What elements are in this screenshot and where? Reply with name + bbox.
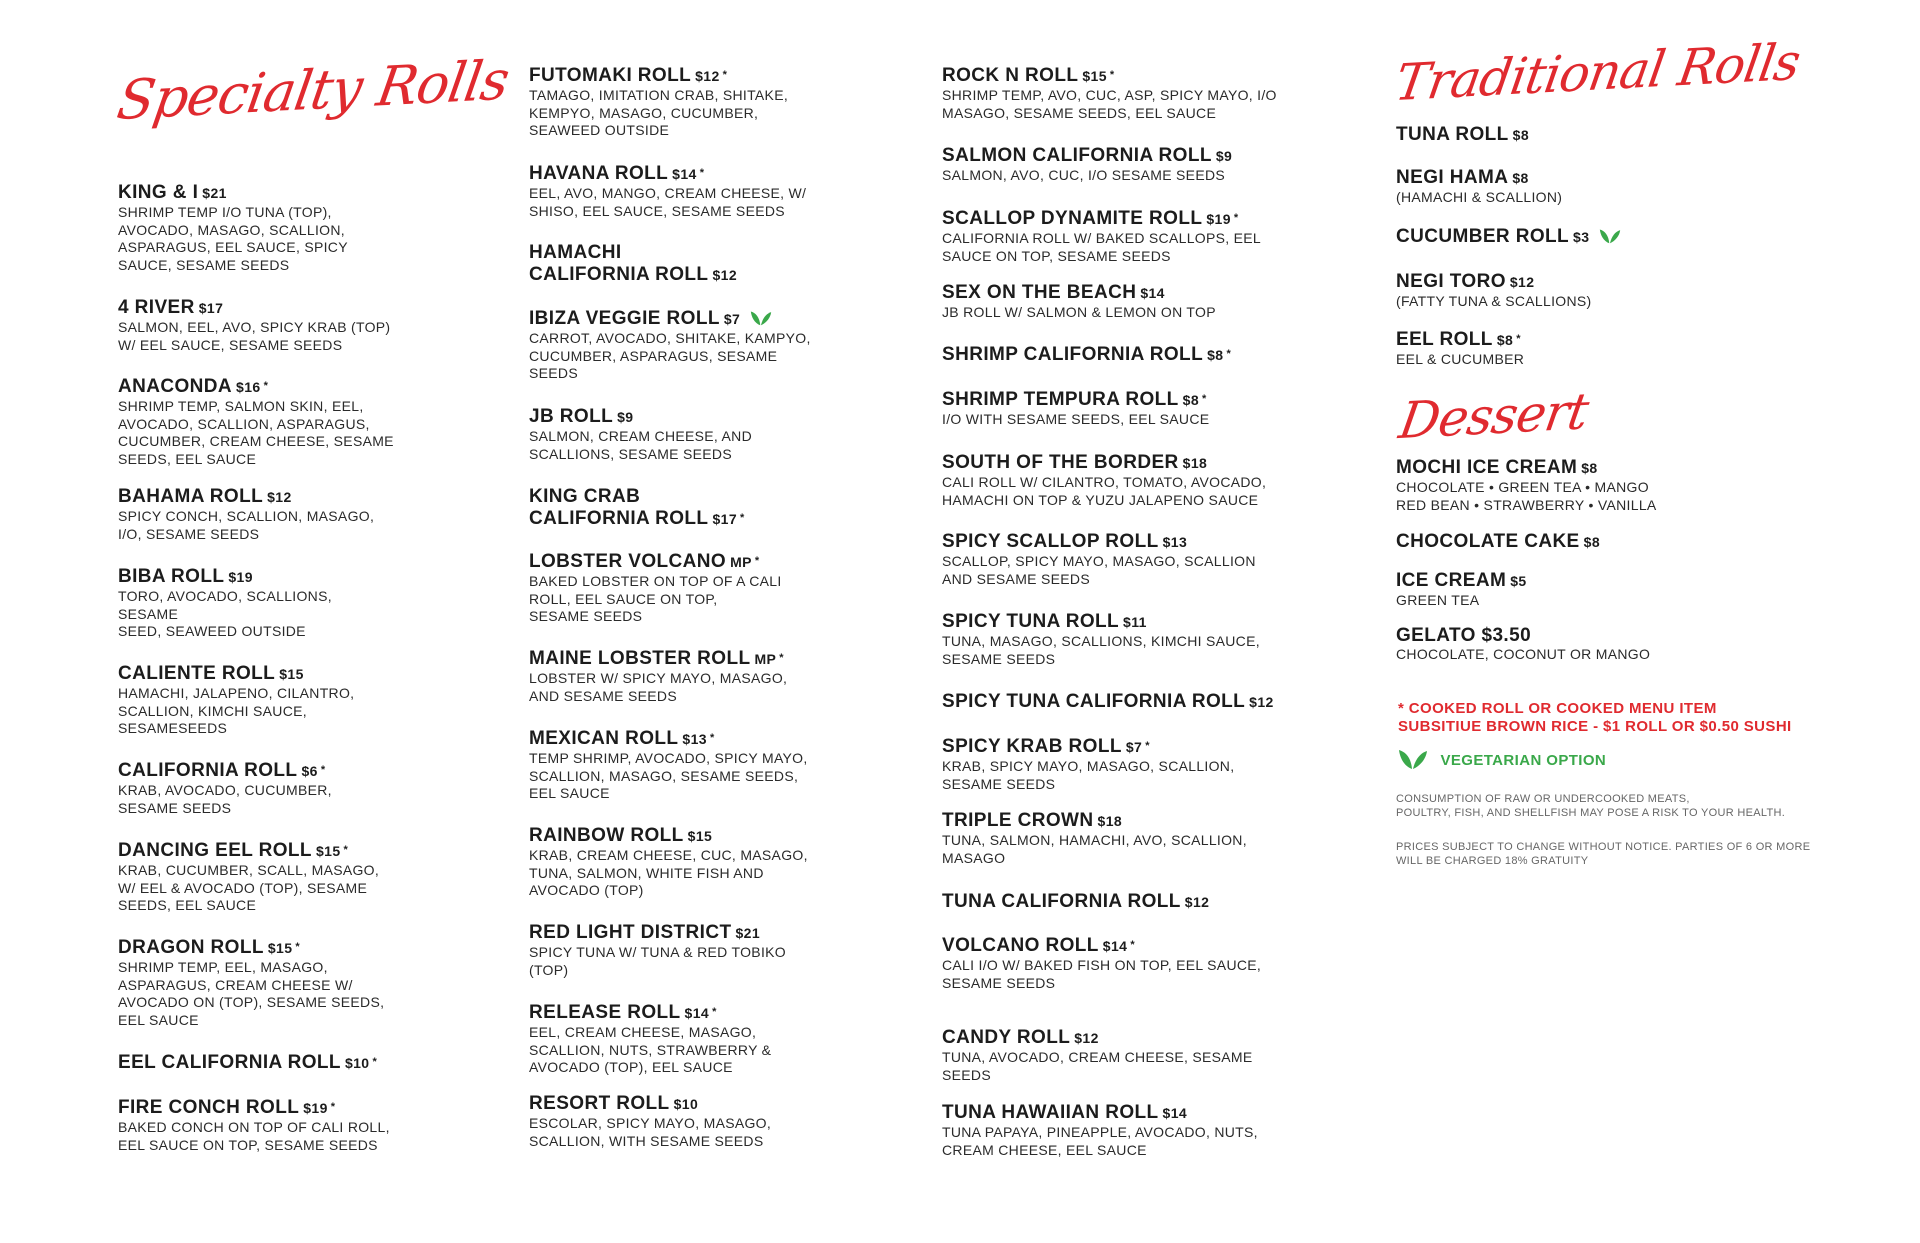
menu-item-name-row — [529, 728, 889, 750]
vegetarian-legend — [1398, 748, 1606, 770]
menu-item-name-row — [529, 825, 889, 847]
menu-item-name: TUNA CALIFORNIA ROLL — [942, 891, 1181, 912]
menu-item-price: $13 — [682, 731, 707, 747]
menu-item-name-row — [529, 922, 889, 944]
menu-item-name: FUTOMAKI ROLL — [529, 65, 692, 86]
menu-item-name-row — [1396, 531, 1756, 553]
menu-item-description: TUNA PAPAYA, PINEAPPLE, AVOCADO, NUTS, CREAM CHEESE, EEL SAUCE — [942, 1124, 1258, 1158]
menu-item-description: TUNA, MASAGO, SCALLIONS, KIMCHI SAUCE, SESAME SEEDS — [942, 633, 1260, 667]
menu-item-price: $8 — [1207, 347, 1224, 363]
menu-item-name-row — [942, 452, 1302, 474]
menu-item-name: HAMACHI — [529, 242, 622, 263]
menu-item-description: SCALLOP, SPICY MAYO, MASAGO, SCALLION AND SESAME SEEDS — [942, 553, 1256, 587]
menu-item-price: $12 — [1249, 694, 1274, 710]
prices-disclaimer: PRICES SUBJECT TO CHANGE WITHOUT NOTICE. PARTIES OF 6 OR MORE WILL BE CHARGED 18% GRATUITY — [1396, 841, 1811, 867]
menu-item-price: $18 — [1182, 455, 1208, 471]
menu-item-price: $14 — [1162, 1105, 1188, 1121]
menu-item-name-row — [942, 935, 1302, 957]
menu-item-price: $12 — [1509, 274, 1535, 290]
menu-item-description: CARROT, AVOCADO, SHITAKE, KAMPYO, CUCUMBER, ASPARAGUS, SESAME SEEDS — [529, 330, 811, 381]
menu-item-name-row — [118, 937, 478, 959]
menu-item-name: KING & I — [118, 182, 199, 203]
menu-item-price: $15 — [315, 843, 341, 859]
menu-item-name-row — [942, 691, 1302, 713]
menu-item-name-row — [942, 1102, 1302, 1124]
menu-item-description: SHRIMP TEMP I/O TUNA (TOP), AVOCADO, MASAGO, SCALLION, ASPARAGUS, EEL SAUCE, SPICY SAUCE, SESAME SEEDS — [118, 204, 348, 273]
menu-item — [942, 145, 1302, 185]
menu-item — [942, 208, 1302, 265]
menu-item-name: TUNA ROLL — [1396, 124, 1509, 145]
menu-item-name: LOBSTER VOLCANO — [529, 551, 727, 572]
menu-item-description: KRAB, AVOCADO, CUCUMBER, SESAME SEEDS — [118, 782, 332, 816]
menu-item-name-row — [1396, 625, 1756, 646]
menu-item-name: VOLCANO ROLL — [942, 935, 1099, 956]
cooked-marker: * — [1145, 740, 1150, 752]
menu-item — [529, 825, 889, 900]
menu-item-name: CHOCOLATE CAKE — [1396, 531, 1580, 552]
menu-item-price: MP — [730, 554, 752, 570]
menu-item-price: $10 — [344, 1055, 370, 1071]
menu-item — [529, 1002, 889, 1077]
menu-item-name: ICE CREAM — [1396, 570, 1507, 591]
menu-item-name-row — [529, 551, 889, 573]
menu-item-name-row — [942, 531, 1302, 553]
menu-item — [942, 389, 1302, 429]
menu-item — [118, 566, 478, 641]
menu-item-name-row — [118, 1052, 478, 1074]
menu-item-name-row — [529, 648, 889, 670]
menu-item — [529, 163, 889, 220]
menu-item-name: GELATO $3.50 — [1396, 625, 1532, 646]
menu-item-description: BAKED CONCH ON TOP OF CALI ROLL, EEL SAUCE ON TOP, SESAME SEEDS — [118, 1119, 390, 1153]
menu-item-price: $19 — [1206, 211, 1231, 227]
menu-item — [1396, 167, 1756, 207]
leaf-icon — [1398, 748, 1428, 770]
menu-item-description: CALIFORNIA ROLL W/ BAKED SCALLOPS, EEL SAUCE ON TOP, SESAME SEEDS — [942, 230, 1261, 264]
menu-item — [118, 840, 478, 915]
cooked-item-note: * COOKED ROLL OR COOKED MENU ITEM SUBSITIUE BROWN RICE - $1 ROLL OR $0.50 SUSHI — [1398, 700, 1792, 735]
menu-item-description: HAMACHI, JALAPENO, CILANTRO, SCALLION, KIMCHI SAUCE, SESAMESEEDS — [118, 685, 355, 736]
menu-item-name-row — [1396, 271, 1756, 293]
menu-item-name-row — [118, 182, 478, 204]
menu-item — [118, 1097, 478, 1154]
menu-item — [529, 65, 889, 140]
menu-item — [1396, 329, 1756, 369]
menu-item-name: MOCHI ICE CREAM — [1396, 457, 1578, 478]
menu-item — [942, 1102, 1302, 1159]
menu-item-description: (HAMACHI & SCALLION) — [1396, 189, 1563, 205]
menu-item-name: SHRIMP TEMPURA ROLL — [942, 389, 1179, 410]
menu-item-name-row — [529, 264, 889, 286]
menu-item — [529, 406, 889, 463]
menu-item-description: SALMON, EEL, AVO, SPICY KRAB (TOP) W/ EEL SAUCE, SESAME SEEDS — [118, 319, 391, 353]
menu-item-price: $18 — [1097, 813, 1123, 829]
menu-item-description: CALI I/O W/ BAKED FISH ON TOP, EEL SAUCE, SESAME SEEDS — [942, 957, 1262, 991]
menu-item-price: $8 — [1182, 392, 1200, 408]
menu-item — [118, 937, 478, 1029]
menu-item-name: JB ROLL — [529, 406, 614, 427]
menu-item — [529, 242, 889, 286]
menu-item — [118, 376, 478, 468]
menu-item-name-row — [1396, 329, 1756, 351]
menu-item-name-row — [942, 145, 1302, 167]
dessert-title: Dessert — [1395, 381, 1592, 451]
menu-item-price: $5 — [1510, 573, 1527, 589]
menu-item-name: FIRE CONCH ROLL — [118, 1097, 300, 1118]
leaf-icon — [1599, 228, 1621, 244]
menu-item — [118, 1052, 478, 1074]
menu-item-name: DRAGON ROLL — [118, 937, 264, 958]
menu-item-price: $10 — [673, 1096, 699, 1112]
menu-item-description: LOBSTER W/ SPICY MAYO, MASAGO, AND SESAME SEEDS — [529, 670, 788, 704]
menu-item-name: RELEASE ROLL — [529, 1002, 681, 1023]
menu-item-name-row — [942, 611, 1302, 633]
menu-item-name-row — [529, 163, 889, 185]
menu-item-name: SHRIMP CALIFORNIA ROLL — [942, 344, 1204, 365]
menu-item-price: $12 — [695, 68, 720, 84]
menu-item-name: SALMON CALIFORNIA ROLL — [942, 145, 1212, 166]
menu-item-price: $9 — [1215, 148, 1233, 164]
menu-item — [529, 486, 889, 530]
menu-item-name-row — [118, 486, 478, 508]
cooked-marker: * — [1109, 69, 1115, 81]
menu-item — [1396, 625, 1756, 664]
menu-item-description: SPICY CONCH, SCALLION, MASAGO, I/O, SESAME SEEDS — [118, 508, 375, 542]
menu-item-price: $12 — [712, 267, 738, 283]
menu-item-description: ESCOLAR, SPICY MAYO, MASAGO, SCALLION, WITH SESAME SEEDS — [529, 1115, 772, 1149]
menu-item-name-row — [118, 566, 478, 588]
menu-item — [1396, 570, 1756, 610]
menu-item-description: SALMON, CREAM CHEESE, AND SCALLIONS, SESAME SEEDS — [529, 428, 752, 462]
menu-item-name-row — [529, 1093, 889, 1115]
menu-item — [118, 663, 478, 738]
menu-item-description: GREEN TEA — [1396, 592, 1480, 608]
vegetarian-label: VEGETARIAN OPTION — [1440, 752, 1607, 769]
menu-item-name: ROCK N ROLL — [942, 65, 1079, 86]
menu-item-name-row — [942, 736, 1302, 758]
menu-item-price: $19 — [303, 1100, 328, 1116]
menu-item-name-row — [529, 242, 889, 263]
menu-item — [942, 935, 1302, 992]
menu-item — [942, 810, 1302, 867]
menu-item-price: $12 — [1074, 1030, 1099, 1046]
menu-item-description: EEL, AVO, MANGO, CREAM CHEESE, W/ SHISO, EEL SAUCE, SESAME SEEDS — [529, 185, 807, 219]
menu-item-name-row — [529, 486, 889, 507]
menu-item-name: BAHAMA ROLL — [118, 486, 264, 507]
cooked-marker: * — [1516, 333, 1521, 345]
menu-item-name: SPICY TUNA CALIFORNIA ROLL — [942, 691, 1246, 712]
menu-item-name-row — [529, 508, 889, 530]
menu-item — [118, 297, 478, 354]
menu-item-description: KRAB, SPICY MAYO, MASAGO, SCALLION, SESAME SEEDS — [942, 758, 1235, 792]
menu-item-name-row — [942, 389, 1302, 411]
menu-item-price: $14 — [672, 166, 697, 182]
menu-item-description: SALMON, AVO, CUC, I/O SESAME SEEDS — [942, 167, 1226, 183]
menu-item — [1396, 531, 1756, 553]
menu-item-price: $8 — [1512, 127, 1530, 143]
menu-item — [529, 922, 889, 979]
menu-item-name: KING CRAB — [529, 486, 641, 507]
menu-item — [1396, 226, 1756, 248]
menu-item-price: $14 — [1140, 285, 1165, 301]
menu-item-name: EEL ROLL — [1396, 329, 1493, 350]
menu-item — [942, 344, 1302, 366]
menu-item-description: CHOCOLATE • GREEN TEA • MANGO RED BEAN • STRAWBERRY • VANILLA — [1396, 479, 1657, 513]
menu-item — [118, 760, 478, 817]
menu-item-name: CUCUMBER ROLL — [1396, 226, 1570, 247]
menu-item-price: $15 — [1082, 68, 1107, 84]
menu-item-price: $7 — [1125, 739, 1143, 755]
menu-item-name: 4 RIVER — [118, 297, 195, 318]
menu-item-price: $21 — [202, 185, 227, 201]
menu-item-description: TUNA, AVOCADO, CREAM CHEESE, SESAME SEEDS — [942, 1049, 1253, 1083]
menu-item — [529, 1093, 889, 1150]
menu-item-name-row — [118, 1097, 478, 1119]
menu-item-description: TEMP SHRIMP, AVOCADO, SPICY MAYO, SCALLION, MASAGO, SESAME SEEDS, EEL SAUCE — [529, 750, 808, 801]
menu-item-price: $16 — [236, 379, 261, 395]
menu-item — [1396, 457, 1756, 514]
menu-item-price: $8 — [1512, 170, 1529, 186]
menu-item-description: CALI ROLL W/ CILANTRO, TOMATO, AVOCADO, HAMACHI ON TOP & YUZU JALAPENO SAUCE — [942, 474, 1267, 508]
menu-item-price: $14 — [684, 1005, 710, 1021]
menu-item-name: CALIFORNIA ROLL — [529, 508, 709, 529]
menu-item-name: CALIFORNIA ROLL — [118, 760, 298, 781]
menu-item-name: SOUTH OF THE BORDER — [942, 452, 1179, 473]
cooked-marker: * — [722, 69, 728, 81]
menu-item-name-row — [118, 840, 478, 862]
menu-item-name: IBIZA VEGGIE ROLL — [529, 308, 720, 329]
menu-item — [529, 648, 889, 705]
cooked-marker: * — [740, 512, 745, 524]
menu-item-name: TRIPLE CROWN — [942, 810, 1094, 831]
menu-item-name-row — [118, 663, 478, 685]
menu-item — [529, 308, 889, 383]
traditional-rolls-title: Traditional Rolls — [1391, 32, 1804, 113]
menu-item-description: EEL, CREAM CHEESE, MASAGO, SCALLION, NUTS, STRAWBERRY & AVOCADO (TOP), EEL SAUCE — [529, 1024, 772, 1075]
menu-item-name-row — [118, 760, 478, 782]
menu-item — [942, 1027, 1302, 1084]
menu-item-name: NEGI TORO — [1396, 271, 1506, 292]
menu-item-name: CALIENTE ROLL — [118, 663, 276, 684]
menu-item-price: $6 — [301, 763, 318, 779]
menu-item-name-row — [942, 891, 1302, 913]
cooked-marker: * — [1202, 393, 1207, 405]
menu-item — [118, 486, 478, 543]
cooked-marker: * — [754, 555, 760, 567]
menu-item-name: MAINE LOBSTER ROLL — [529, 648, 751, 669]
menu-item-name: SPICY KRAB ROLL — [942, 736, 1122, 757]
menu-item-description: SHRIMP TEMP, AVO, CUC, ASP, SPICY MAYO, I/O MASAGO, SESAME SEEDS, EEL SAUCE — [942, 87, 1277, 121]
menu-item-name: EEL CALIFORNIA ROLL — [118, 1052, 341, 1073]
menu-item-name: RED LIGHT DISTRICT — [529, 922, 732, 943]
menu-item-name-row — [942, 810, 1302, 832]
menu-item-name-row — [118, 376, 478, 398]
menu-item-name-row — [1396, 570, 1756, 592]
menu-item-price: $12 — [1184, 894, 1210, 910]
menu-item-name-row — [529, 406, 889, 428]
menu-item-name: SCALLOP DYNAMITE ROLL — [942, 208, 1203, 229]
cooked-marker: * — [712, 1006, 717, 1018]
menu-item-price: $8 — [1583, 534, 1601, 550]
menu-item — [1396, 124, 1756, 146]
menu-item-name: RESORT ROLL — [529, 1093, 670, 1114]
menu-item-description: TUNA, SALMON, HAMACHI, AVO, SCALLION, MASAGO — [942, 832, 1247, 866]
menu-item-name-row — [942, 65, 1302, 87]
menu-item-price: $15 — [279, 666, 304, 682]
menu-item-name-row — [942, 344, 1302, 366]
menu-item-description: SHRIMP TEMP, EEL, MASAGO, ASPARAGUS, CREAM CHEESE W/ AVOCADO ON (TOP), SESAME SEEDS, EEL SAUCE — [118, 959, 385, 1028]
menu-item-description: SHRIMP TEMP, SALMON SKIN, EEL, AVOCADO, SCALLION, ASPARAGUS, CUCUMBER, CREAM CHEESE, SESAME SEEDS, EEL SAUCE — [118, 398, 394, 467]
menu-item-price: $19 — [228, 569, 253, 585]
menu-item-price: $15 — [687, 828, 713, 844]
menu-item — [942, 611, 1302, 668]
menu-item-description: I/O WITH SESAME SEEDS, EEL SAUCE — [942, 411, 1210, 427]
menu-item — [942, 736, 1302, 793]
menu-item-description: SPICY TUNA W/ TUNA & RED TOBIKO (TOP) — [529, 944, 786, 978]
menu-item — [942, 691, 1302, 713]
menu-item-name: BIBA ROLL — [118, 566, 225, 587]
menu-item-name-row — [529, 1002, 889, 1024]
menu-item-description: EEL & CUCUMBER — [1396, 351, 1525, 367]
menu-item-price: $8 — [1496, 332, 1514, 348]
cooked-marker: * — [330, 1101, 336, 1113]
menu-item-price: $12 — [267, 489, 292, 505]
menu-item-price: $7 — [723, 311, 741, 327]
menu-item-name: SEX ON THE BEACH — [942, 282, 1137, 303]
cooked-marker: * — [295, 941, 301, 953]
menu-item — [1396, 271, 1756, 311]
menu-item-price: $15 — [267, 940, 293, 956]
menu-item-description: (FATTY TUNA & SCALLIONS) — [1396, 293, 1592, 309]
cooked-marker: * — [699, 167, 705, 179]
menu-item-description: TORO, AVOCADO, SCALLIONS, SESAME SEED, SEAWEED OUTSIDE — [118, 588, 332, 639]
menu-item-name: RAINBOW ROLL — [529, 825, 684, 846]
menu-item-name: MEXICAN ROLL — [529, 728, 679, 749]
menu-item-price: $9 — [617, 409, 634, 425]
menu-item-price: MP — [754, 651, 777, 667]
menu-item-price: $14 — [1102, 938, 1128, 954]
menu-item-price: $17 — [198, 300, 224, 316]
menu-item-name-row — [529, 308, 889, 330]
menu-item-description: KRAB, CREAM CHEESE, CUC, MASAGO, TUNA, SALMON, WHITE FISH AND AVOCADO (TOP) — [529, 847, 808, 898]
menu-item-name-row — [1396, 167, 1756, 189]
raw-food-warning: CONSUMPTION OF RAW OR UNDERCOOKED MEATS, POULTRY, FISH, AND SHELLFISH MAY POSE A RISK TO YOUR HEALTH. — [1396, 793, 1786, 819]
menu-item — [529, 728, 889, 803]
menu-item — [942, 282, 1302, 322]
cooked-marker: * — [779, 652, 784, 664]
menu-item-name-row — [1396, 457, 1756, 479]
menu-item — [118, 182, 478, 274]
menu-item-description: KRAB, CUCUMBER, SCALL, MASAGO, W/ EEL & AVOCADO (TOP), SESAME SEEDS, EEL SAUCE — [118, 862, 380, 913]
menu-item-price: $3 — [1573, 229, 1590, 245]
menu-item-name-row — [942, 1027, 1302, 1049]
menu-item — [529, 551, 889, 626]
cooked-marker: * — [372, 1056, 378, 1068]
menu-item-name-row — [942, 282, 1302, 304]
cooked-marker: * — [263, 380, 269, 392]
menu-item-name-row — [1396, 124, 1756, 146]
menu-item-price: $21 — [735, 925, 761, 941]
menu-item-name: ANACONDA — [118, 376, 233, 397]
menu-item — [942, 531, 1302, 588]
cooked-marker: * — [1226, 348, 1232, 360]
menu-item-name: CALIFORNIA ROLL — [529, 264, 709, 285]
menu-item-name: TUNA HAWAIIAN ROLL — [942, 1102, 1159, 1123]
menu-item-name: DANCING EEL ROLL — [118, 840, 312, 861]
menu-item-name: HAVANA ROLL — [529, 163, 669, 184]
menu-item-description: JB ROLL W/ SALMON & LEMON ON TOP — [942, 304, 1216, 320]
cooked-marker: * — [343, 844, 349, 856]
menu-item — [942, 891, 1302, 913]
menu-item-name-row — [942, 208, 1302, 230]
menu-item-price: $11 — [1123, 614, 1147, 630]
menu-item-name: SPICY TUNA ROLL — [942, 611, 1120, 632]
cooked-marker: * — [709, 732, 715, 744]
menu-item-name: CANDY ROLL — [942, 1027, 1071, 1048]
menu-item-description: TAMAGO, IMITATION CRAB, SHITAKE, KEMPYO, MASAGO, CUCUMBER, SEAWEED OUTSIDE — [529, 87, 789, 138]
specialty-rolls-title: Specialty Rolls — [113, 48, 513, 133]
menu-item-name-row — [118, 297, 478, 319]
cooked-marker: * — [1130, 939, 1136, 951]
leaf-icon — [750, 310, 772, 326]
menu-item-price: $8 — [1581, 460, 1598, 476]
menu-item — [942, 452, 1302, 509]
menu-item-name: SPICY SCALLOP ROLL — [942, 531, 1159, 552]
menu-item-description: CHOCOLATE, COCONUT OR MANGO — [1396, 646, 1651, 662]
menu-item-description: BAKED LOBSTER ON TOP OF A CALI ROLL, EEL SAUCE ON TOP, SESAME SEEDS — [529, 573, 782, 624]
menu-item-name-row — [1396, 226, 1756, 248]
menu-item — [942, 65, 1302, 122]
menu-item-name: NEGI HAMA — [1396, 167, 1509, 188]
menu-item-name-row — [529, 65, 889, 87]
menu-item-price: $17 — [712, 511, 738, 527]
cooked-marker: * — [320, 764, 326, 776]
menu-item-price: $13 — [1162, 534, 1188, 550]
cooked-marker: * — [1233, 212, 1239, 224]
